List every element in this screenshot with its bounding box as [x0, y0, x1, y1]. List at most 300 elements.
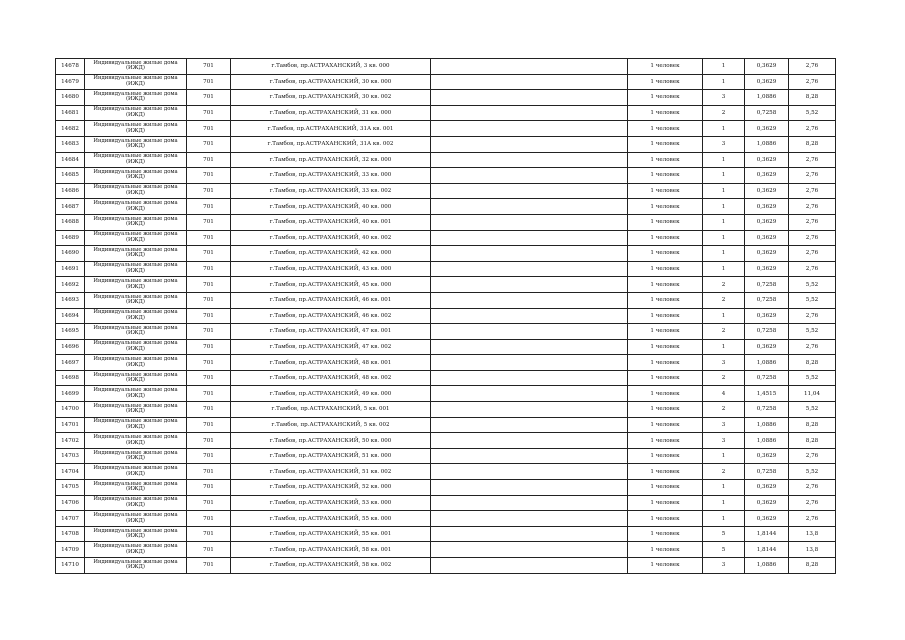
record-id-cell: 14690	[56, 246, 85, 262]
address-cell: г.Тамбов, пр.АСТРАХАНСКИЙ, 48 кв. 001	[231, 355, 431, 371]
unit-cell: 1 человек	[628, 495, 703, 511]
record-id-cell: 14704	[56, 464, 85, 480]
code-cell: 701	[187, 136, 231, 152]
count-cell: 3	[703, 433, 745, 449]
table-row	[56, 230, 836, 246]
housing-type-cell: Индивидуальные жилые дома (ИЖД)	[85, 199, 187, 215]
count-cell: 3	[703, 417, 745, 433]
amount-cell: 2,76	[789, 246, 836, 262]
table-row	[56, 558, 836, 574]
address-cell: г.Тамбов, пр.АСТРАХАНСКИЙ, 55 кв. 001	[231, 526, 431, 542]
record-id-cell: 14685	[56, 168, 85, 184]
housing-type-cell: Индивидуальные жилые дома (ИЖД)	[85, 292, 187, 308]
code-cell: 701	[187, 464, 231, 480]
count-cell: 2	[703, 105, 745, 121]
housing-type-cell: Индивидуальные жилые дома (ИЖД)	[85, 511, 187, 527]
record-id-cell: 14679	[56, 74, 85, 90]
note-cell	[431, 199, 628, 215]
count-cell: 2	[703, 464, 745, 480]
coefficient-cell: 0,7258	[745, 370, 789, 386]
code-cell: 701	[187, 121, 231, 137]
table-row	[56, 168, 836, 184]
address-cell: г.Тамбов, пр.АСТРАХАНСКИЙ, 31А кв. 001	[231, 121, 431, 137]
coefficient-cell: 1,0886	[745, 355, 789, 371]
housing-type-cell: Индивидуальные жилые дома (ИЖД)	[85, 105, 187, 121]
address-cell: г.Тамбов, пр.АСТРАХАНСКИЙ, 33 кв. 002	[231, 183, 431, 199]
unit-cell: 1 человек	[628, 59, 703, 75]
amount-cell: 2,76	[789, 308, 836, 324]
record-id-cell: 14681	[56, 105, 85, 121]
table-row	[56, 355, 836, 371]
count-cell: 1	[703, 308, 745, 324]
unit-cell: 1 человек	[628, 480, 703, 496]
unit-cell: 1 человек	[628, 90, 703, 106]
code-cell: 701	[187, 480, 231, 496]
address-cell: г.Тамбов, пр.АСТРАХАНСКИЙ, 3 кв. 000	[231, 59, 431, 75]
record-id-cell: 14706	[56, 495, 85, 511]
coefficient-cell: 0,7258	[745, 292, 789, 308]
address-cell: г.Тамбов, пр.АСТРАХАНСКИЙ, 52 кв. 000	[231, 480, 431, 496]
coefficient-cell: 0,3629	[745, 261, 789, 277]
record-id-cell: 14680	[56, 90, 85, 106]
note-cell	[431, 370, 628, 386]
table-row	[56, 105, 836, 121]
note-cell	[431, 355, 628, 371]
coefficient-cell: 0,3629	[745, 511, 789, 527]
note-cell	[431, 558, 628, 574]
unit-cell: 1 человек	[628, 152, 703, 168]
table-row	[56, 246, 836, 262]
table-row	[56, 183, 836, 199]
record-id-cell: 14689	[56, 230, 85, 246]
note-cell	[431, 511, 628, 527]
address-cell: г.Тамбов, пр.АСТРАХАНСКИЙ, 45 кв. 000	[231, 277, 431, 293]
count-cell: 1	[703, 230, 745, 246]
record-id-cell: 14708	[56, 526, 85, 542]
unit-cell: 1 человек	[628, 402, 703, 418]
amount-cell: 2,76	[789, 121, 836, 137]
code-cell: 701	[187, 558, 231, 574]
coefficient-cell: 0,3629	[745, 246, 789, 262]
unit-cell: 1 человек	[628, 105, 703, 121]
count-cell: 1	[703, 199, 745, 215]
coefficient-cell: 1,8144	[745, 542, 789, 558]
table-row	[56, 59, 836, 75]
amount-cell: 2,76	[789, 261, 836, 277]
note-cell	[431, 230, 628, 246]
housing-type-cell: Индивидуальные жилые дома (ИЖД)	[85, 339, 187, 355]
note-cell	[431, 277, 628, 293]
record-id-cell: 14703	[56, 448, 85, 464]
code-cell: 701	[187, 324, 231, 340]
housing-type-cell: Индивидуальные жилые дома (ИЖД)	[85, 433, 187, 449]
table-row	[56, 90, 836, 106]
address-cell: г.Тамбов, пр.АСТРАХАНСКИЙ, 51 кв. 000	[231, 448, 431, 464]
code-cell: 701	[187, 308, 231, 324]
coefficient-cell: 1,4515	[745, 386, 789, 402]
note-cell	[431, 464, 628, 480]
housing-type-cell: Индивидуальные жилые дома (ИЖД)	[85, 136, 187, 152]
unit-cell: 1 человек	[628, 386, 703, 402]
housing-type-cell: Индивидуальные жилые дома (ИЖД)	[85, 90, 187, 106]
amount-cell: 5,52	[789, 324, 836, 340]
address-cell: г.Тамбов, пр.АСТРАХАНСКИЙ, 43 кв. 000	[231, 261, 431, 277]
unit-cell: 1 человек	[628, 339, 703, 355]
address-cell: г.Тамбов, пр.АСТРАХАНСКИЙ, 30 кв. 000	[231, 74, 431, 90]
unit-cell: 1 человек	[628, 308, 703, 324]
record-id-cell: 14686	[56, 183, 85, 199]
code-cell: 701	[187, 386, 231, 402]
note-cell	[431, 152, 628, 168]
housing-type-cell: Индивидуальные жилые дома (ИЖД)	[85, 402, 187, 418]
count-cell: 2	[703, 292, 745, 308]
address-cell: г.Тамбов, пр.АСТРАХАНСКИЙ, 31А кв. 002	[231, 136, 431, 152]
housing-type-cell: Индивидуальные жилые дома (ИЖД)	[85, 324, 187, 340]
count-cell: 4	[703, 386, 745, 402]
count-cell: 3	[703, 355, 745, 371]
data-table	[55, 58, 836, 574]
record-id-cell: 14678	[56, 59, 85, 75]
table-row	[56, 526, 836, 542]
table-row	[56, 308, 836, 324]
amount-cell: 2,76	[789, 74, 836, 90]
address-cell: г.Тамбов, пр.АСТРАХАНСКИЙ, 40 кв. 001	[231, 214, 431, 230]
coefficient-cell: 0,3629	[745, 230, 789, 246]
code-cell: 701	[187, 261, 231, 277]
record-id-cell: 14698	[56, 370, 85, 386]
amount-cell: 5,52	[789, 464, 836, 480]
amount-cell: 5,52	[789, 402, 836, 418]
unit-cell: 1 человек	[628, 417, 703, 433]
address-cell: г.Тамбов, пр.АСТРАХАНСКИЙ, 5 кв. 002	[231, 417, 431, 433]
code-cell: 701	[187, 74, 231, 90]
table-row	[56, 292, 836, 308]
note-cell	[431, 292, 628, 308]
code-cell: 701	[187, 292, 231, 308]
count-cell: 1	[703, 152, 745, 168]
table-row	[56, 121, 836, 137]
unit-cell: 1 человек	[628, 464, 703, 480]
coefficient-cell: 0,7258	[745, 105, 789, 121]
address-cell: г.Тамбов, пр.АСТРАХАНСКИЙ, 55 кв. 000	[231, 511, 431, 527]
code-cell: 701	[187, 168, 231, 184]
table-row	[56, 339, 836, 355]
address-cell: г.Тамбов, пр.АСТРАХАНСКИЙ, 46 кв. 002	[231, 308, 431, 324]
amount-cell: 5,52	[789, 277, 836, 293]
amount-cell: 2,76	[789, 448, 836, 464]
housing-type-cell: Индивидуальные жилые дома (ИЖД)	[85, 480, 187, 496]
housing-type-cell: Индивидуальные жилые дома (ИЖД)	[85, 542, 187, 558]
table-row	[56, 199, 836, 215]
coefficient-cell: 1,0886	[745, 136, 789, 152]
table-row	[56, 495, 836, 511]
unit-cell: 1 человек	[628, 277, 703, 293]
amount-cell: 5,52	[789, 370, 836, 386]
table-row	[56, 417, 836, 433]
record-id-cell: 14707	[56, 511, 85, 527]
unit-cell: 1 человек	[628, 558, 703, 574]
count-cell: 1	[703, 59, 745, 75]
housing-type-cell: Индивидуальные жилые дома (ИЖД)	[85, 386, 187, 402]
note-cell	[431, 74, 628, 90]
table-row	[56, 511, 836, 527]
unit-cell: 1 человек	[628, 324, 703, 340]
table-row	[56, 542, 836, 558]
count-cell: 1	[703, 74, 745, 90]
unit-cell: 1 человек	[628, 542, 703, 558]
address-cell: г.Тамбов, пр.АСТРАХАНСКИЙ, 31 кв. 000	[231, 105, 431, 121]
count-cell: 2	[703, 277, 745, 293]
housing-type-cell: Индивидуальные жилые дома (ИЖД)	[85, 168, 187, 184]
record-id-cell: 14682	[56, 121, 85, 137]
unit-cell: 1 человек	[628, 183, 703, 199]
housing-type-cell: Индивидуальные жилые дома (ИЖД)	[85, 277, 187, 293]
coefficient-cell: 1,0886	[745, 433, 789, 449]
count-cell: 5	[703, 542, 745, 558]
address-cell: г.Тамбов, пр.АСТРАХАНСКИЙ, 40 кв. 000	[231, 199, 431, 215]
housing-type-cell: Индивидуальные жилые дома (ИЖД)	[85, 464, 187, 480]
housing-type-cell: Индивидуальные жилые дома (ИЖД)	[85, 417, 187, 433]
code-cell: 701	[187, 152, 231, 168]
amount-cell: 8,28	[789, 136, 836, 152]
code-cell: 701	[187, 199, 231, 215]
code-cell: 701	[187, 277, 231, 293]
code-cell: 701	[187, 433, 231, 449]
code-cell: 701	[187, 90, 231, 106]
coefficient-cell: 0,7258	[745, 277, 789, 293]
code-cell: 701	[187, 526, 231, 542]
count-cell: 1	[703, 480, 745, 496]
count-cell: 3	[703, 136, 745, 152]
unit-cell: 1 человек	[628, 511, 703, 527]
coefficient-cell: 0,3629	[745, 121, 789, 137]
amount-cell: 5,52	[789, 292, 836, 308]
amount-cell: 13,8	[789, 526, 836, 542]
code-cell: 701	[187, 59, 231, 75]
coefficient-cell: 0,3629	[745, 168, 789, 184]
code-cell: 701	[187, 230, 231, 246]
coefficient-cell: 0,3629	[745, 495, 789, 511]
coefficient-cell: 1,0886	[745, 90, 789, 106]
record-id-cell: 14693	[56, 292, 85, 308]
housing-type-cell: Индивидуальные жилые дома (ИЖД)	[85, 308, 187, 324]
code-cell: 701	[187, 511, 231, 527]
note-cell	[431, 324, 628, 340]
amount-cell: 8,28	[789, 355, 836, 371]
record-id-cell: 14688	[56, 214, 85, 230]
note-cell	[431, 339, 628, 355]
coefficient-cell: 0,3629	[745, 339, 789, 355]
housing-type-cell: Индивидуальные жилые дома (ИЖД)	[85, 183, 187, 199]
coefficient-cell: 0,3629	[745, 152, 789, 168]
amount-cell: 8,28	[789, 90, 836, 106]
address-cell: г.Тамбов, пр.АСТРАХАНСКИЙ, 58 кв. 001	[231, 542, 431, 558]
amount-cell: 2,76	[789, 152, 836, 168]
unit-cell: 1 человек	[628, 433, 703, 449]
amount-cell: 2,76	[789, 339, 836, 355]
amount-cell: 11,04	[789, 386, 836, 402]
unit-cell: 1 человек	[628, 168, 703, 184]
amount-cell: 8,28	[789, 417, 836, 433]
unit-cell: 1 человек	[628, 246, 703, 262]
count-cell: 3	[703, 558, 745, 574]
count-cell: 1	[703, 168, 745, 184]
housing-type-cell: Индивидуальные жилые дома (ИЖД)	[85, 214, 187, 230]
address-cell: г.Тамбов, пр.АСТРАХАНСКИЙ, 58 кв. 002	[231, 558, 431, 574]
count-cell: 1	[703, 246, 745, 262]
coefficient-cell: 0,3629	[745, 448, 789, 464]
housing-type-cell: Индивидуальные жилые дома (ИЖД)	[85, 355, 187, 371]
note-cell	[431, 386, 628, 402]
count-cell: 1	[703, 261, 745, 277]
address-cell: г.Тамбов, пр.АСТРАХАНСКИЙ, 48 кв. 002	[231, 370, 431, 386]
note-cell	[431, 542, 628, 558]
code-cell: 701	[187, 417, 231, 433]
amount-cell: 2,76	[789, 214, 836, 230]
note-cell	[431, 183, 628, 199]
note-cell	[431, 480, 628, 496]
table-row	[56, 402, 836, 418]
amount-cell: 2,76	[789, 230, 836, 246]
note-cell	[431, 402, 628, 418]
amount-cell: 8,28	[789, 558, 836, 574]
count-cell: 1	[703, 511, 745, 527]
address-cell: г.Тамбов, пр.АСТРАХАНСКИЙ, 47 кв. 001	[231, 324, 431, 340]
coefficient-cell: 0,3629	[745, 214, 789, 230]
amount-cell: 13,8	[789, 542, 836, 558]
unit-cell: 1 человек	[628, 136, 703, 152]
code-cell: 701	[187, 370, 231, 386]
record-id-cell: 14687	[56, 199, 85, 215]
note-cell	[431, 121, 628, 137]
address-cell: г.Тамбов, пр.АСТРАХАНСКИЙ, 49 кв. 000	[231, 386, 431, 402]
record-id-cell: 14710	[56, 558, 85, 574]
address-cell: г.Тамбов, пр.АСТРАХАНСКИЙ, 30 кв. 002	[231, 90, 431, 106]
note-cell	[431, 246, 628, 262]
unit-cell: 1 человек	[628, 292, 703, 308]
address-cell: г.Тамбов, пр.АСТРАХАНСКИЙ, 46 кв. 001	[231, 292, 431, 308]
address-cell: г.Тамбов, пр.АСТРАХАНСКИЙ, 47 кв. 002	[231, 339, 431, 355]
code-cell: 701	[187, 448, 231, 464]
housing-type-cell: Индивидуальные жилые дома (ИЖД)	[85, 370, 187, 386]
unit-cell: 1 человек	[628, 74, 703, 90]
code-cell: 701	[187, 183, 231, 199]
housing-type-cell: Индивидуальные жилые дома (ИЖД)	[85, 246, 187, 262]
amount-cell: 2,76	[789, 183, 836, 199]
count-cell: 1	[703, 339, 745, 355]
housing-type-cell: Индивидуальные жилые дома (ИЖД)	[85, 152, 187, 168]
count-cell: 5	[703, 526, 745, 542]
coefficient-cell: 0,3629	[745, 199, 789, 215]
note-cell	[431, 526, 628, 542]
record-id-cell: 14696	[56, 339, 85, 355]
note-cell	[431, 168, 628, 184]
count-cell: 1	[703, 121, 745, 137]
record-id-cell: 14695	[56, 324, 85, 340]
table-row	[56, 433, 836, 449]
table-row	[56, 386, 836, 402]
note-cell	[431, 433, 628, 449]
record-id-cell: 14684	[56, 152, 85, 168]
housing-type-cell: Индивидуальные жилые дома (ИЖД)	[85, 121, 187, 137]
record-id-cell: 14699	[56, 386, 85, 402]
amount-cell: 2,76	[789, 199, 836, 215]
housing-type-cell: Индивидуальные жилые дома (ИЖД)	[85, 495, 187, 511]
amount-cell: 8,28	[789, 433, 836, 449]
unit-cell: 1 человек	[628, 261, 703, 277]
table-row	[56, 480, 836, 496]
record-id-cell: 14692	[56, 277, 85, 293]
coefficient-cell: 0,3629	[745, 59, 789, 75]
amount-cell: 2,76	[789, 511, 836, 527]
code-cell: 701	[187, 495, 231, 511]
coefficient-cell: 0,3629	[745, 74, 789, 90]
record-id-cell: 14701	[56, 417, 85, 433]
coefficient-cell: 0,7258	[745, 464, 789, 480]
coefficient-cell: 0,3629	[745, 480, 789, 496]
table-row	[56, 152, 836, 168]
address-cell: г.Тамбов, пр.АСТРАХАНСКИЙ, 32 кв. 000	[231, 152, 431, 168]
address-cell: г.Тамбов, пр.АСТРАХАНСКИЙ, 42 кв. 000	[231, 246, 431, 262]
note-cell	[431, 308, 628, 324]
unit-cell: 1 человек	[628, 199, 703, 215]
address-cell: г.Тамбов, пр.АСТРАХАНСКИЙ, 51 кв. 002	[231, 464, 431, 480]
coefficient-cell: 0,7258	[745, 324, 789, 340]
note-cell	[431, 105, 628, 121]
record-id-cell: 14683	[56, 136, 85, 152]
note-cell	[431, 495, 628, 511]
coefficient-cell: 0,3629	[745, 183, 789, 199]
note-cell	[431, 90, 628, 106]
record-id-cell: 14702	[56, 433, 85, 449]
coefficient-cell: 1,0886	[745, 417, 789, 433]
housing-type-cell: Индивидуальные жилые дома (ИЖД)	[85, 448, 187, 464]
unit-cell: 1 человек	[628, 448, 703, 464]
housing-type-cell: Индивидуальные жилые дома (ИЖД)	[85, 558, 187, 574]
housing-type-cell: Индивидуальные жилые дома (ИЖД)	[85, 74, 187, 90]
count-cell: 3	[703, 90, 745, 106]
note-cell	[431, 59, 628, 75]
amount-cell: 5,52	[789, 105, 836, 121]
note-cell	[431, 417, 628, 433]
record-id-cell: 14691	[56, 261, 85, 277]
address-cell: г.Тамбов, пр.АСТРАХАНСКИЙ, 53 кв. 000	[231, 495, 431, 511]
count-cell: 1	[703, 183, 745, 199]
amount-cell: 2,76	[789, 168, 836, 184]
code-cell: 701	[187, 402, 231, 418]
address-cell: г.Тамбов, пр.АСТРАХАНСКИЙ, 40 кв. 002	[231, 230, 431, 246]
count-cell: 2	[703, 402, 745, 418]
amount-cell: 2,76	[789, 59, 836, 75]
unit-cell: 1 человек	[628, 526, 703, 542]
record-id-cell: 14697	[56, 355, 85, 371]
note-cell	[431, 214, 628, 230]
housing-type-cell: Индивидуальные жилые дома (ИЖД)	[85, 261, 187, 277]
record-id-cell: 14709	[56, 542, 85, 558]
count-cell: 1	[703, 495, 745, 511]
note-cell	[431, 136, 628, 152]
table-row	[56, 136, 836, 152]
unit-cell: 1 человек	[628, 230, 703, 246]
table-row	[56, 277, 836, 293]
code-cell: 701	[187, 246, 231, 262]
table-row	[56, 74, 836, 90]
table-row	[56, 214, 836, 230]
count-cell: 1	[703, 214, 745, 230]
code-cell: 701	[187, 105, 231, 121]
table-row	[56, 464, 836, 480]
unit-cell: 1 человек	[628, 214, 703, 230]
